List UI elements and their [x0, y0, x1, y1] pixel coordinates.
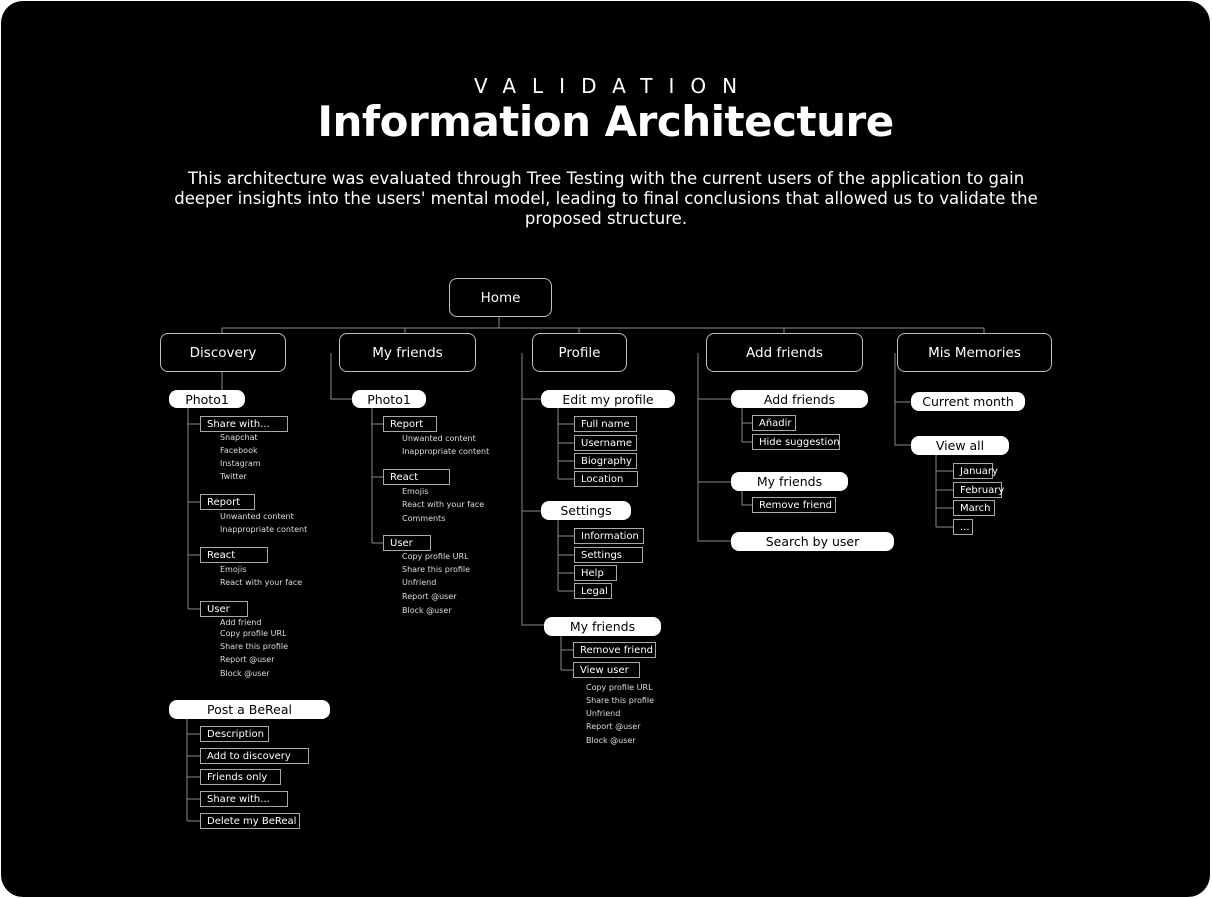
my-friends-react-node: React — [383, 469, 450, 485]
post-bereal-item: Delete my BeReal — [200, 813, 300, 829]
add-friends-node: Add friends — [706, 333, 863, 372]
settings-item: Legal — [574, 583, 612, 599]
my-friends-node: My friends — [339, 333, 476, 372]
edit-profile-node: Edit my profile — [541, 390, 675, 408]
discovery-share-leaf: Facebook — [220, 446, 258, 455]
discovery-user-leaf: Copy profile URL — [220, 629, 287, 638]
my-friends-report-node: Report — [383, 416, 437, 432]
discovery-user-leaf: Add friend — [220, 618, 262, 627]
connector — [188, 408, 200, 609]
post-bereal-item: Friends only — [200, 769, 281, 785]
add-friends-item: Añadir — [752, 415, 796, 431]
connector — [372, 408, 383, 543]
month-item: January — [953, 463, 993, 479]
month-item: February — [953, 482, 1002, 498]
post-bereal-item: Add to discovery — [200, 748, 309, 764]
my-friends-react-leaf: Emojis — [402, 487, 429, 496]
memories-node: Mis Memories — [897, 333, 1052, 372]
profile-view-user-leaf: Copy profile URL — [586, 683, 653, 692]
my-friends-user-leaf: Copy profile URL — [402, 552, 469, 561]
my-friends-user-leaf: Report @user — [402, 592, 457, 601]
discovery-report-node: Report — [200, 494, 255, 510]
section-eyebrow: VALIDATION — [473, 74, 754, 98]
profile-view-user-node: View user — [573, 662, 640, 678]
my-friends-user-leaf: Share this profile — [402, 565, 471, 574]
add-friends-item: Hide suggestion — [752, 434, 840, 450]
edit-profile-item: Biography — [574, 453, 637, 469]
page-title: Information Architecture — [317, 97, 894, 146]
discovery-photo-node: Photo1 — [169, 390, 245, 408]
discovery-share-leaf: Twitter — [220, 472, 247, 481]
connector — [936, 455, 953, 527]
edit-profile-item: Username — [574, 435, 637, 451]
settings-item: Information — [574, 528, 644, 544]
discovery-share-leaf: Instagram — [220, 459, 261, 468]
profile-view-user-leaf: Unfriend — [586, 709, 621, 718]
connector — [561, 636, 573, 670]
connector — [558, 520, 574, 591]
profile-view-user-leaf: Report @user — [586, 722, 641, 731]
search-by-user-node: Search by user — [731, 532, 894, 551]
discovery-node: Discovery — [160, 333, 286, 372]
edit-profile-item: Location — [574, 471, 638, 487]
connector — [698, 353, 731, 541]
discovery-react-node: React — [200, 547, 268, 563]
discovery-user-leaf: Block @user — [220, 669, 270, 678]
add-friends-sub-node: Add friends — [731, 390, 868, 408]
settings-item: Help — [574, 565, 617, 581]
profile-my-friends-node: My friends — [544, 617, 661, 636]
settings-item: Settings — [574, 547, 643, 563]
edit-profile-item: Full name — [574, 416, 637, 432]
my-friends-report-leaf: Unwanted content — [402, 434, 476, 443]
discovery-report-leaf: Inappropriate content — [220, 525, 308, 534]
connector — [742, 491, 752, 505]
profile-node: Profile — [532, 333, 627, 372]
my-friends-report-leaf: Inappropriate content — [402, 447, 490, 456]
settings-node: Settings — [541, 501, 631, 520]
post-bereal-item: Share with... — [200, 791, 288, 807]
month-item: ... — [953, 519, 973, 535]
discovery-user-leaf: Share this profile — [220, 642, 289, 651]
home-node: Home — [449, 278, 552, 317]
profile-remove-friend-node: Remove friend — [573, 642, 656, 658]
connector — [742, 408, 752, 442]
connector — [558, 408, 574, 479]
discovery-react-leaf: Emojis — [220, 565, 247, 574]
add-friends-remove-node: Remove friend — [752, 497, 836, 513]
discovery-report-leaf: Unwanted content — [220, 512, 294, 521]
my-friends-user-leaf: Block @user — [402, 606, 452, 615]
my-friends-user-node: User — [383, 535, 431, 551]
my-friends-photo-node: Photo1 — [352, 390, 426, 408]
discovery-user-leaf: Report @user — [220, 655, 275, 664]
month-item: March — [953, 500, 995, 516]
post-bereal-node: Post a BeReal — [169, 700, 330, 719]
add-friends-my-friends-node: My friends — [731, 472, 848, 491]
page-description: This architecture was evaluated through Tree Testing with the current users of the application to gain deeper insights into the users' mental model, leading to final conclusions that allowed us to validate the proposed structure. — [174, 169, 1038, 228]
profile-view-user-leaf: Share this profile — [586, 696, 655, 705]
discovery-share-leaf: Snapchat — [220, 433, 258, 442]
connector — [187, 719, 200, 821]
my-friends-react-leaf: React with your face — [402, 500, 485, 509]
current-month-node: Current month — [911, 392, 1025, 411]
my-friends-user-leaf: Unfriend — [402, 578, 437, 587]
discovery-user-node: User — [200, 601, 248, 617]
my-friends-react-leaf: Comments — [402, 514, 446, 523]
profile-view-user-leaf: Block @user — [586, 736, 636, 745]
connector — [222, 317, 984, 333]
post-bereal-item: Description — [200, 726, 269, 742]
discovery-share-node: Share with... — [200, 416, 288, 432]
view-all-node: View all — [911, 436, 1009, 455]
diagram-canvas — [1, 1, 1210, 897]
discovery-react-leaf: React with your face — [220, 578, 303, 587]
